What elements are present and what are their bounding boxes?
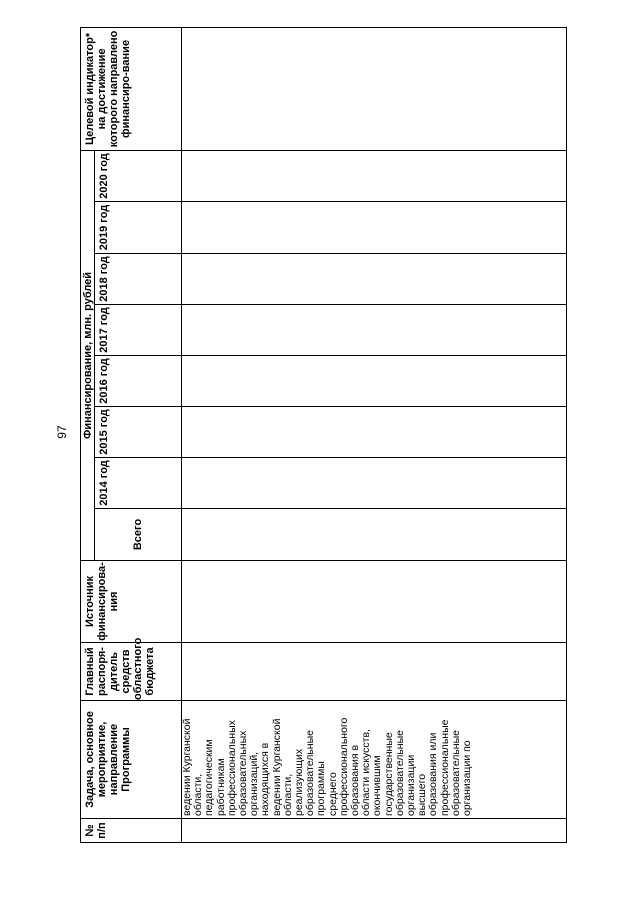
task-line: педагогическим bbox=[203, 739, 216, 816]
cell-manager bbox=[182, 643, 567, 701]
task-line: реализующих bbox=[293, 748, 306, 816]
task-line: организаций, bbox=[248, 751, 261, 816]
task-line: области, bbox=[281, 773, 294, 816]
task-line: высшего bbox=[416, 773, 429, 816]
task-line: образовательные bbox=[304, 730, 317, 816]
header-financing: Финансирование, млн. рублей bbox=[81, 150, 95, 560]
page-number: 97 bbox=[55, 425, 69, 439]
cell-num bbox=[182, 819, 567, 843]
task-line: образования в bbox=[349, 744, 362, 816]
header-task: Задача, основное мероприятие, направление Программы bbox=[81, 701, 182, 819]
cell-source bbox=[182, 561, 567, 643]
task-line: образовательные bbox=[449, 730, 462, 816]
cell-task bbox=[182, 701, 567, 819]
header-year-2016: 2016 год bbox=[95, 356, 182, 407]
cell-2015 bbox=[182, 407, 567, 458]
task-line: образовательных bbox=[237, 730, 250, 816]
task-line: образования или bbox=[427, 732, 440, 816]
program-financing-table bbox=[80, 27, 567, 843]
task-line: области искусств, bbox=[360, 729, 373, 816]
header-source: Источник финансирова-ния bbox=[81, 561, 182, 643]
cell-2014 bbox=[182, 458, 567, 509]
task-line: области, bbox=[192, 773, 205, 816]
program-financing-table-sheet bbox=[80, 28, 562, 843]
header-manager: Главный распоря-дитель средств областного бюджета bbox=[81, 643, 182, 701]
task-line: ведении Курганской bbox=[270, 718, 283, 816]
task-line: работникам bbox=[214, 758, 227, 816]
cell-indicator bbox=[182, 27, 567, 150]
task-line: организации bbox=[405, 754, 418, 816]
task-line: профессиональные bbox=[438, 719, 451, 816]
rotated-page-area bbox=[80, 28, 562, 843]
task-line: государственные bbox=[382, 732, 395, 816]
task-line: среднего bbox=[326, 772, 339, 816]
header-year-2017: 2017 год bbox=[95, 305, 182, 356]
header-year-2018: 2018 год bbox=[95, 254, 182, 305]
task-line: находящихся в bbox=[259, 742, 272, 816]
cell-2017 bbox=[182, 305, 567, 356]
task-line: окончившим bbox=[371, 755, 384, 816]
task-line: образовательные bbox=[393, 730, 406, 816]
header-year-2019: 2019 год bbox=[95, 202, 182, 254]
cell-total bbox=[182, 509, 567, 561]
cell-2020 bbox=[182, 150, 567, 201]
header-year-2014: 2014 год bbox=[95, 458, 182, 509]
task-line: профессионального bbox=[337, 717, 350, 816]
cell-2018 bbox=[182, 254, 567, 305]
cell-2016 bbox=[182, 356, 567, 407]
task-line: ведении Курганской bbox=[181, 718, 193, 816]
task-line: программы bbox=[315, 761, 328, 816]
cell-2019 bbox=[182, 202, 567, 254]
task-line: профессиональных bbox=[225, 720, 238, 816]
header-total: Всего bbox=[95, 509, 182, 561]
header-indicator: Целевой индикатор* на достижение которого направлено финансиро-вание bbox=[81, 27, 182, 150]
header-year-2015: 2015 год bbox=[95, 407, 182, 458]
header-num: № п/п bbox=[81, 819, 182, 843]
header-year-2020: 2020 год bbox=[95, 150, 182, 201]
task-line: организации по bbox=[461, 740, 474, 816]
